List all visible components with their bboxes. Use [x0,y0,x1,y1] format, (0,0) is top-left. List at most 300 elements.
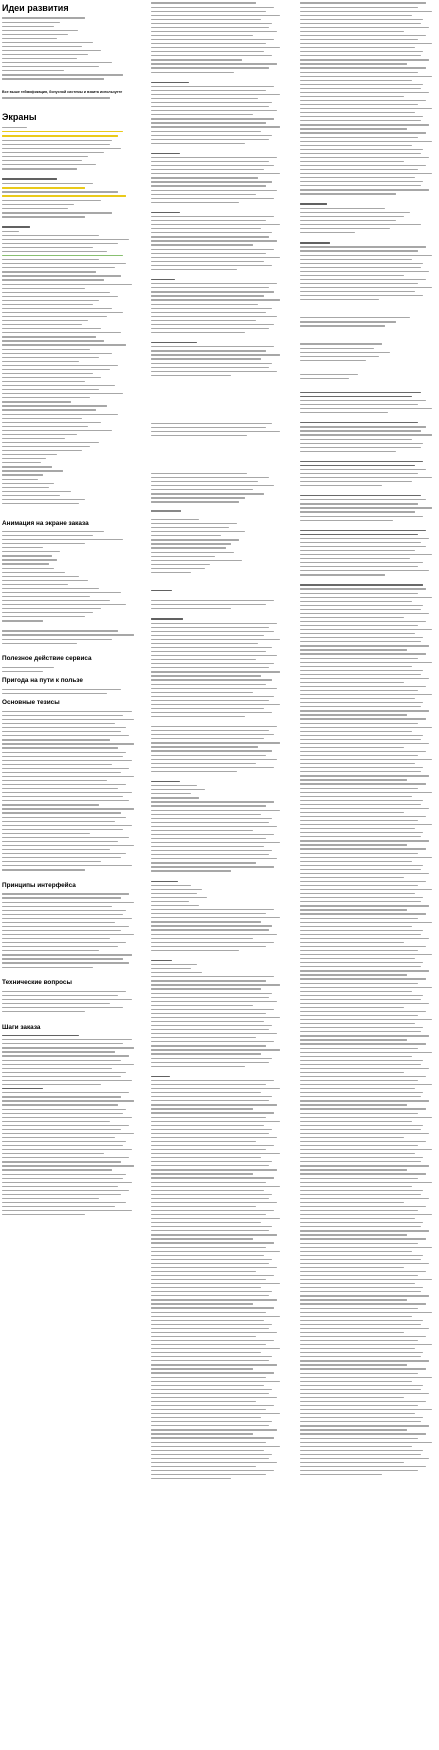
text-line [300,844,407,845]
text-line [300,1344,432,1345]
text-line [300,1446,412,1447]
text-line [300,690,418,691]
text-line [151,623,277,624]
text-line [151,659,256,660]
text-line [2,1165,134,1166]
text-line [2,1137,115,1138]
text-line [300,1368,426,1369]
text-line [2,491,71,492]
text-line [2,608,101,609]
text-line [151,688,277,689]
text-line [2,38,57,39]
text-line [151,1417,261,1418]
text-line [151,771,237,772]
text-line [2,837,129,838]
text-line [2,849,110,850]
text-line [2,284,132,285]
text-line [300,913,426,914]
text-line [2,430,112,431]
text-line [2,1121,110,1122]
text-line [300,1125,423,1126]
subheading-next-ideas: Все выше геймификация, бонусной системы и взаита используете [2,90,123,94]
text-line [151,139,269,140]
text-line [151,1340,274,1341]
text-line [2,131,123,133]
text-line [151,1108,253,1109]
text-line [2,409,96,410]
text-line [151,1287,261,1288]
text-line [2,1133,134,1134]
text-line [151,1062,269,1063]
text-line [300,426,426,427]
text-line [151,358,261,359]
text-line [300,1169,407,1170]
text-line [300,72,418,73]
text-line [2,1214,85,1215]
text-line [151,568,205,569]
text-line [151,552,234,553]
text-line [300,771,421,772]
text-line [300,877,404,878]
text-line [2,1051,115,1052]
text-line [151,938,253,939]
text-line [300,800,423,801]
text-line [2,454,57,455]
text-line [151,801,274,802]
text-line [2,930,121,931]
text-line [300,1133,429,1134]
text-line [2,1161,121,1162]
text-line [300,987,432,988]
text-line [2,462,41,463]
text-line [2,893,129,894]
text-line [151,55,272,56]
text-line [300,31,404,32]
text-line [300,1336,426,1337]
text-line [2,483,54,484]
text-line [300,629,432,630]
text-line [2,1129,121,1130]
text-line [2,1174,126,1175]
text-line [151,726,277,727]
text-line [300,763,415,764]
text-line [151,1165,269,1166]
left-column [2,0,140,1217]
text-line [151,692,253,693]
text-line [300,613,429,614]
text-line [151,893,197,894]
text-line [2,156,88,157]
text-line [151,253,266,254]
text-line [151,477,269,478]
text-line [300,1210,418,1211]
text-line [300,775,429,776]
text-line [300,1064,421,1065]
heading-full-action: Полезное действие сервиса [2,655,92,663]
text-line [300,1141,426,1142]
text-line [151,523,237,524]
text-line [151,1029,269,1030]
text-line [2,1100,134,1101]
text-line [2,369,110,370]
text-line [151,1324,272,1325]
text-line [300,1308,418,1309]
text-line [2,377,101,378]
text-line [300,942,404,943]
text-line [300,250,418,251]
text-line [300,242,330,243]
text-line [300,1194,421,1195]
text-line [2,543,85,544]
text-line [151,755,266,756]
text-line [300,1088,415,1089]
text-line [151,785,197,786]
text-line [151,269,237,270]
text-line [151,1381,280,1382]
text-line [151,667,269,668]
text-line [151,1385,264,1386]
text-line [151,925,272,926]
text-line [151,730,269,731]
text-line [2,328,101,329]
text-line [2,869,85,870]
text-line [300,958,415,959]
text-line [2,324,82,325]
text-line [151,1344,266,1345]
text-line [151,889,202,890]
text-line [2,768,129,769]
text-line [2,127,27,128]
text-line [151,858,277,859]
text-line [300,546,426,547]
text-line [151,675,261,676]
text-line [151,212,180,213]
text-line [151,767,274,768]
text-line [2,243,118,244]
right-column [300,0,437,1477]
text-line [2,487,49,488]
text-line [300,408,432,409]
text-line [300,1023,415,1024]
text-line [2,336,96,337]
text-line [300,788,418,789]
text-line [300,1060,423,1061]
text-line [300,1433,426,1434]
text-line [2,539,123,540]
text-line [151,1360,269,1361]
text-line [300,670,423,671]
text-line [2,195,126,197]
text-line [151,759,277,760]
text-line [151,363,272,364]
text-line [300,812,404,813]
text-line [151,627,269,628]
text-line [151,1303,253,1304]
text-line [2,1145,123,1146]
text-line [151,224,280,225]
text-line [300,1027,423,1028]
text-line [2,300,99,301]
text-line [2,263,126,264]
text-line [151,1466,256,1467]
text-line [151,564,210,565]
text-line [151,604,266,605]
text-line [2,1104,118,1105]
text-line [300,796,412,797]
text-line [151,1080,274,1081]
text-line [300,808,429,809]
text-line [300,1299,407,1300]
text-line [2,731,121,732]
text-line [151,997,269,998]
text-line [151,1182,266,1183]
text-line [2,320,88,321]
text-line [300,360,366,361]
text-line [2,689,121,690]
text-line [151,921,261,922]
text-line [300,593,418,594]
text-line [300,55,421,56]
text-line [300,378,349,379]
text-line [2,825,132,826]
text-line [151,82,189,83]
text-line [2,756,123,757]
text-line [2,1141,126,1142]
text-line [300,1466,426,1467]
text-line [151,976,274,977]
text-line [151,1153,280,1154]
text-line [151,746,258,747]
text-line [300,23,421,24]
text-line [2,1064,134,1065]
text-line [300,1129,421,1130]
text-line [300,27,429,28]
text-line [300,374,358,375]
text-line [151,31,277,32]
text-line [300,100,426,101]
text-line [2,135,118,137]
text-line [2,414,118,415]
text-line [2,942,126,943]
text-line [300,1121,412,1122]
text-line [151,814,261,815]
text-line [300,1096,421,1097]
text-line [2,466,52,467]
text-line [151,651,266,652]
text-line [300,1275,418,1276]
text-line [300,189,429,190]
text-line [151,643,258,644]
text-line [151,1442,266,1443]
text-line [300,267,421,268]
text-line [151,1275,274,1276]
text-line [151,850,272,851]
text-line [300,828,415,829]
text-line [300,145,412,146]
text-line [2,693,107,694]
text-line [2,559,57,560]
text-line [300,287,432,288]
text-line [151,1299,277,1300]
text-line [300,710,429,711]
middle-separator [151,510,181,512]
text-line [2,954,132,955]
text-line [300,1413,415,1414]
text-line [151,27,269,28]
text-line [300,1190,423,1191]
text-line [151,249,274,250]
text-line [151,35,253,36]
text-line [300,755,418,756]
middle-lines-5 [151,518,285,1481]
text-line [300,970,429,971]
text-line [300,1048,418,1049]
text-line [2,853,126,854]
text-line [151,696,274,697]
text-line [300,291,415,292]
theses-lines [2,709,140,872]
text-line [300,694,432,695]
text-line [300,141,432,142]
text-line [300,1117,432,1118]
text-line [300,1198,429,1199]
text-line [300,702,423,703]
text-line [300,255,432,256]
text-line [300,299,379,300]
text-line [300,1222,423,1223]
text-line [300,682,404,683]
text-line [300,621,426,622]
text-line [300,157,429,158]
text-line [300,1153,415,1154]
text-line [151,1478,231,1479]
text-line [300,792,432,793]
text-line [2,1060,121,1061]
text-line [2,401,71,402]
text-line [300,865,423,866]
text-line [2,304,93,305]
text-line [2,58,77,59]
text-line [2,551,60,552]
text-line [300,1389,421,1390]
interface-lines [2,892,140,969]
text-line [2,344,126,345]
text-line [151,635,264,636]
text-line [300,848,426,849]
text-line [300,422,418,423]
text-line [300,633,415,634]
text-line [2,349,90,350]
text-line [300,185,421,186]
text-line [151,1437,274,1438]
text-line [300,853,418,854]
text-line [151,161,269,162]
text-line [2,833,90,834]
text-line [2,792,132,793]
text-line [2,821,115,822]
text-line [2,1190,129,1191]
text-line [151,1058,272,1059]
text-line [300,1145,418,1146]
text-line [151,781,180,782]
text-line [151,1401,256,1402]
text-line [300,950,418,951]
text-line [151,1112,274,1113]
text-line [300,934,421,935]
text-line [151,600,274,601]
text-line [300,132,426,133]
text-line [2,776,134,777]
text-line [2,760,132,761]
text-line [151,63,277,64]
text-line [151,909,274,910]
text-line [151,1230,269,1231]
text-line [300,1043,426,1044]
text-line [300,584,423,585]
right-lines-3 [300,390,437,1476]
text-line [151,1177,274,1178]
text-line [151,94,280,95]
text-line [2,808,134,809]
text-line [300,978,426,979]
text-line [2,34,68,35]
text-line [2,259,99,260]
text-line [151,842,280,843]
text-line [151,1279,266,1280]
text-line [151,177,258,178]
text-line [300,128,407,129]
text-line [300,116,423,117]
text-line [151,1226,272,1227]
text-line [151,1088,280,1089]
text-line [300,637,423,638]
text-line [151,742,280,743]
text-line [300,1251,412,1252]
text-line [151,556,215,557]
text-line [300,35,426,36]
text-line [300,224,421,225]
text-line [300,662,432,663]
text-line [2,804,99,805]
text-line [151,98,258,99]
text-line [300,1182,432,1183]
text-line [300,430,421,431]
text-line [300,343,382,344]
text-line [2,42,93,43]
text-line [151,708,264,709]
text-line [300,1470,418,1471]
text-line [2,316,107,317]
text-line [300,120,421,121]
text-line [151,560,242,561]
text-line [300,743,429,744]
text-line [151,1017,280,1018]
text-line [2,739,110,740]
text-line [151,308,272,309]
text-line [2,208,68,209]
text-line [151,244,253,245]
right-lines-2 [300,316,437,381]
text-line [2,393,123,394]
text-line [300,1291,421,1292]
text-line [300,731,412,732]
text-line [151,118,274,119]
text-line [151,1389,272,1390]
text-line [151,51,264,52]
text-line [300,228,390,229]
text-line [300,1108,426,1109]
text-line [151,663,274,664]
